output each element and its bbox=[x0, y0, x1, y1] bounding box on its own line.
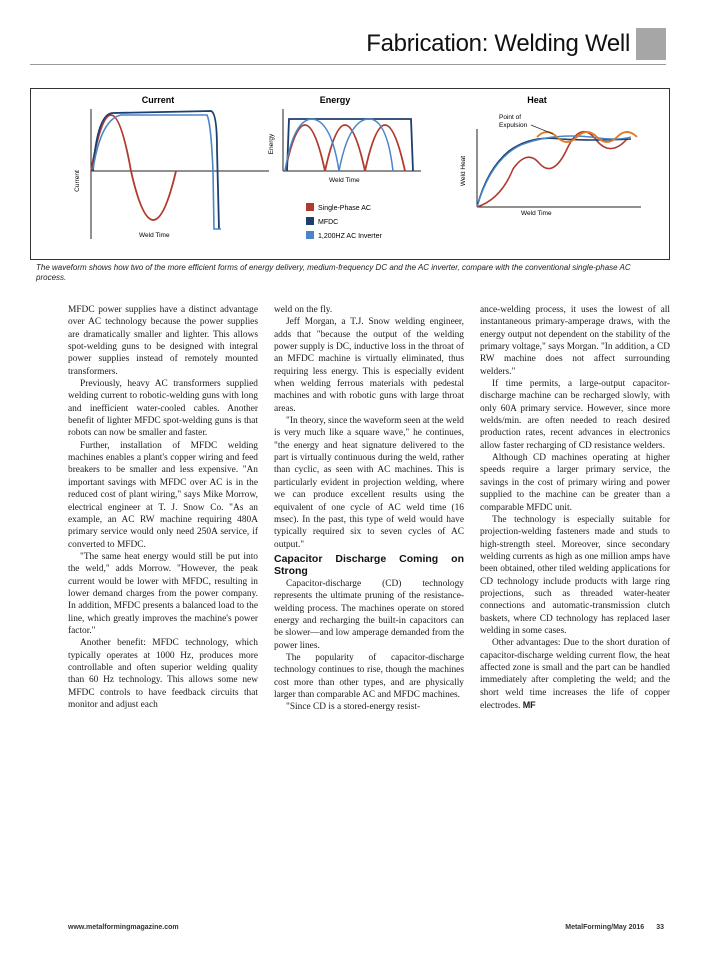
legend-swatch-single-phase-ac bbox=[306, 203, 314, 211]
page-number: 33 bbox=[656, 924, 664, 931]
footer-website: www.metalformingmagazine.com bbox=[68, 924, 179, 931]
paragraph: Further, installation of MFDC welding machines enables a plant's copper wiring and feed breakers to be smaller and less expensive. "An important savings with MFDC over AC is in the reduced cost of plant wiring," says Mike Morrow, electrical engineer at T. J. Snow Co. "As an example, an AC RW machine requiring 480A primary service would only need 250A service, if converted to MFDC. bbox=[68, 440, 258, 550]
column-1 bbox=[68, 304, 258, 904]
legend-label-inverter: 1,200HZ AC Inverter bbox=[318, 233, 382, 240]
current-title: Current bbox=[141, 95, 175, 105]
current-mfdc-wave bbox=[93, 111, 219, 229]
energy-ylabel: Energy bbox=[268, 133, 275, 155]
legend-label-mfdc: MFDC bbox=[318, 219, 339, 226]
paragraph: Capacitor-discharge (CD) technology represents the ultimate pruning of the resistance-welding process. The machines operate on stored energy and recharging the built-in capacitors can be slower—and low amperage demanded from the power lines. bbox=[274, 578, 464, 651]
footer-issue: MetalForming/May 2016 bbox=[565, 924, 645, 931]
column-2 bbox=[274, 304, 464, 904]
page-title: Fabrication: Welding Well bbox=[366, 30, 630, 57]
section-heading: Capacitor Discharge Coming on Strong bbox=[274, 552, 464, 577]
paragraph: "The same heat energy would still be put into the weld," adds Morrow. "However, the peak current would be lower with MFDC, resulting in lower demand charges from the power company. In addition, MFDC presents a balanced load to the line, which greatly improves the machine's power factor." bbox=[68, 551, 258, 636]
end-mark: MF bbox=[522, 700, 536, 710]
legend-swatch-mfdc bbox=[306, 217, 314, 225]
heat-annotation-line2: Expulsion bbox=[499, 122, 528, 129]
current-xlabel: Weld Time bbox=[139, 232, 170, 239]
heat-annotation-line1: Point of bbox=[499, 114, 522, 121]
heat-xlabel: Weld Time bbox=[521, 210, 552, 217]
paragraph: ance-welding process, it uses the lowest of all instantaneous primary-amperage draws, with the energy output not dependent on the stability of the primary voltage," says Morgan. "In addition, a CD RW machine does not affect surrounding welders." bbox=[480, 305, 670, 377]
header-accent-block bbox=[636, 28, 666, 60]
heat-ylabel: Weld Heat bbox=[460, 155, 467, 187]
legend-swatch-inverter bbox=[306, 231, 314, 239]
paragraph: MFDC power supplies have a distinct advantage over AC technology because the power supplies are dramatically smaller and lighter. This allows spot-welding guns to be designed with integral power supplies instead of remotely mounted transformers. bbox=[68, 305, 258, 377]
paragraph: The technology is especially suitable for projection-welding fasteners made and studs to high-strength steel. Moreover, since secondary welding currents as high as one million amps have been obtained, other tiled welding applications for CD technology include products with large ring projections, such as threaded water-heater connections and automatic-transmission clutch baskets, where CD technology has replaced laser welding in some cases. bbox=[480, 514, 670, 636]
paragraph: "Since CD is a stored-energy resist- bbox=[286, 702, 421, 713]
heat-single-phase-ac-curve bbox=[477, 132, 627, 207]
heat-title: Heat bbox=[527, 95, 547, 105]
waveform-figure-svg bbox=[31, 89, 669, 259]
energy-title: Energy bbox=[319, 95, 351, 105]
heat-inverter-curve bbox=[477, 136, 631, 207]
paragraph: Previously, heavy AC transformers supplied welding current to robotic-welding guns with long and inefficient water-cooled cables. Another benefit of lighter MFDC spot-welding guns is that robots can now be smaller and faster. bbox=[68, 379, 258, 439]
article-body bbox=[68, 304, 670, 904]
current-inverter-wave bbox=[93, 115, 221, 229]
paragraph: Jeff Morgan, a T.J. Snow welding engineer, adds that "because the output of the welding power supply is DC, inductive loss in the throat of an MFDC machine is virtually eliminated, thus requiring less energy. This is especially evident when welding ferrous materials with pedestal machines and with robotic guns with large throat areas. bbox=[274, 317, 464, 414]
waveform-figure bbox=[30, 88, 670, 260]
paragraph: "In theory, since the waveform seen at the weld is very much like a square wave," he continues, "the energy and heat signature delivered to the part is virtually continuous during the weld, rather than cyclic, as seen with AC machines. This is particularly evident in projection welding, where we can produce excellent results using the equivalent of one cycle of AC weld time (16 msec). In the past, this type of weld would have typically required six to seven cycles of AC output." bbox=[274, 416, 464, 550]
current-ylabel: Current bbox=[74, 170, 81, 192]
header-rule bbox=[30, 64, 666, 65]
column-3 bbox=[480, 304, 670, 904]
paragraph: Another benefit: MFDC technology, which typically operates at 1000 Hz, produces more controllable and often superior welding quality than 60 Hz technology. This allows some new MFDC controls to have feedback circuits that monitor and adjust each bbox=[68, 638, 258, 710]
paragraph bbox=[480, 637, 670, 712]
legend-label-single-phase-ac: Single-Phase AC bbox=[318, 205, 371, 212]
paragraph: If time permits, a large-output capacitor-discharge machine can be recharged slowly, with only 60A primary service. However, since more welds/min. are often needed to reach desired production rates, recent advances in electronics allow faster recharging of CD resistance welders. bbox=[480, 379, 670, 451]
paragraph: weld on the fly. bbox=[274, 305, 333, 315]
paragraph-text: Other advantages: Due to the short duration of capacitor-discharge welding current flow, the heat affected zone is small and the part can be handled immediately after completing the weld; and the short weld time increases the life of copper electrodes. bbox=[480, 638, 670, 711]
figure-caption: The waveform shows how two of the more efficient forms of energy delivery, medium-frequency DC and the AC inverter, compare with the conventional single-phase AC process. bbox=[36, 263, 631, 282]
paragraph: Although CD machines operating at higher speeds require a larger primary service, the savings in the cost of primary wiring and power supplied to the machine can be greater than a comparable MFDC unit. bbox=[480, 453, 670, 513]
energy-xlabel: Weld Time bbox=[329, 177, 360, 184]
paragraph: The popularity of capacitor-discharge technology continues to rise, though the machines cost more than other types, and are physically larger than comparable AC and MFDC machines. bbox=[274, 652, 464, 700]
footer-issue-info bbox=[553, 924, 664, 931]
